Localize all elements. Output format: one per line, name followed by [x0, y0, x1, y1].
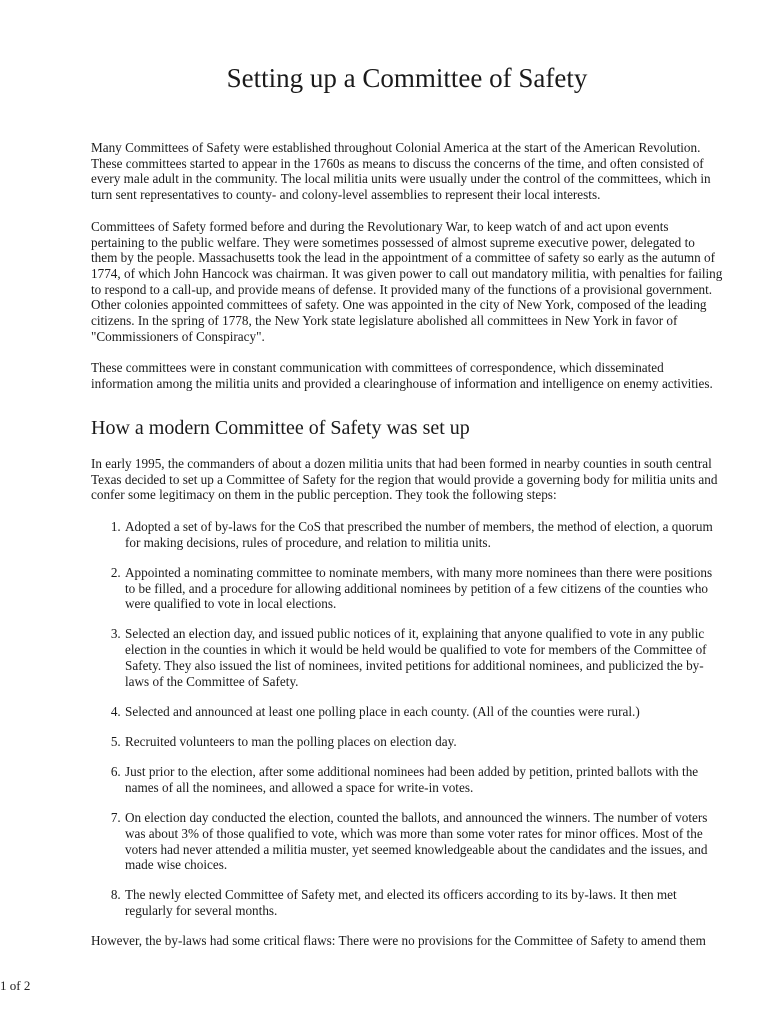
page-indicator: 1 of 2	[0, 978, 31, 993]
list-item: 8. The newly elected Committee of Safety met, and elected its officers according to its by-laws. It then met regularly for several months.	[124, 887, 723, 918]
paragraph-intro: Many Committees of Safety were established throughout Colonial America at the start of the American Revolution. These committees started to appear in the 1760s as means to discuss the concerns of the time, and often consisted of every male adult in the community. The local militia units were usually under the control of the committees, which in turn sent representatives to county- and colony-level assemblies to represent their local interests.	[91, 140, 711, 203]
list-item: 4. Selected and announced at least one polling place in each county. (All of the counties were rural.)	[124, 704, 723, 720]
steps-list	[91, 519, 723, 919]
document-title: Setting up a Committee of Safety	[226, 63, 588, 93]
list-item: 5. Recruited volunteers to man the polling places on election day.	[124, 734, 723, 750]
document-page	[91, 60, 723, 949]
section-intro-paragraph: In early 1995, the commanders of about a dozen militia units that had been formed in nearby counties in south central Texas decided to set up a Committee of Safety for the region that would provide a governing body for militia units and confer some legitimacy on them in the public perception. They took the following steps:	[91, 455, 718, 503]
paragraph-correspondence: These committees were in constant communication with committees of correspondence, which disseminated information among the militia units and provided a clearinghouse of information and intelligence on enemy activities.	[91, 360, 713, 392]
list-item: 3. Selected an election day, and issued public notices of it, explaining that anyone qualified to vote in any public election in the counties in which it would be held would be qualified to vote for members of the Committee of Safety. They also issued the list of nominees, invited petitions for additional nominees, and publicized the by-laws of the Committee of Safety.	[124, 626, 723, 689]
list-item: 7. On election day conducted the election, counted the ballots, and announced the winners. The number of voters was about 3% of those qualified to vote, which was more than some voter rates for minor offices. Most of the voters had never attended a militia muster, yet seemed knowledgeable about the candidates and the issues, and made wise choices.	[124, 810, 723, 873]
list-item: 6. Just prior to the election, after some additional nominees had been added by petition, printed ballots with the names of all the nominees, and allowed a space for write-in votes.	[124, 764, 723, 795]
closing-paragraph: However, the by-laws had some critical flaws: There were no provisions for the Committee of Safety to amend them	[91, 933, 706, 949]
list-item: 1. Adopted a set of by-laws for the CoS that prescribed the number of members, the method of election, a quorum for making decisions, rules of procedure, and relation to militia units.	[124, 519, 723, 550]
section-heading: How a modern Committee of Safety was set up	[91, 416, 470, 439]
list-item: 2. Appointed a nominating committee to nominate members, with many more nominees than there were positions to be filled, and a procedure for allowing additional nominees by petition of a few citizens of the counties who were qualified to vote in local elections.	[124, 565, 723, 612]
paragraph-revolutionary-war: Committees of Safety formed before and during the Revolutionary War, to keep watch of and act upon events pertaining to the public welfare. They were sometimes possessed of almost supreme executive power, delegated to them by the people. Massachusetts took the lead in the appointment of a committee of safety so early as the autumn of 1774, of which John Hancock was chairman. It was given power to call out mandatory militia, with penalties for failing to respond to a call-up, and provide means of defense. It provided many of the functions of a provisional government. Other colonies appointed committees of safety. One was appointed in the city of New York, composed of the leading citizens. In the spring of 1778, the New York state legislature abolished all committees in New York in favor of "Commissioners of Conspiracy".	[91, 218, 723, 344]
